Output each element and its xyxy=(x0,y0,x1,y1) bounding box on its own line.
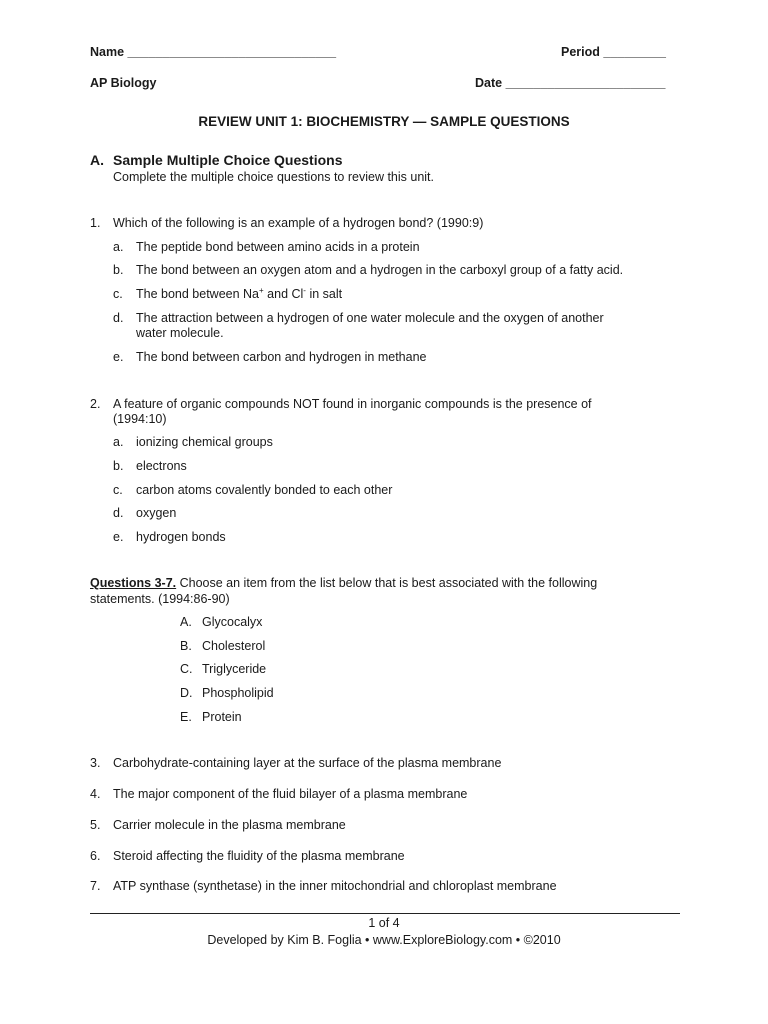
option-letter: B. xyxy=(180,639,192,653)
superscript-plus: + xyxy=(259,286,264,295)
question-text: A feature of organic compounds NOT found in inorganic compounds is the presence of xyxy=(113,397,592,411)
question-number: 1. xyxy=(90,216,101,230)
choice-letter: b. xyxy=(113,263,124,277)
group-label: Questions 3-7. xyxy=(90,576,177,590)
choice-text: carbon atoms covalently bonded to each other xyxy=(136,483,393,497)
section-heading: Sample Multiple Choice Questions xyxy=(113,152,343,168)
section-marker: A. xyxy=(90,152,104,168)
question-text-continued: (1994:10) xyxy=(113,412,167,426)
question-text: Which of the following is an example of a hydrogen bond? (1990:9) xyxy=(113,216,484,230)
group-instruction xyxy=(90,576,597,590)
option-letter: D. xyxy=(180,686,193,700)
choice-text-part: The bond between Na xyxy=(136,287,260,301)
group-instruction-continued: statements. (1994:86-90) xyxy=(90,592,230,606)
choice-text: electrons xyxy=(136,459,187,473)
question-number: 6. xyxy=(90,849,101,863)
choice-letter: c. xyxy=(113,287,123,301)
choice-text xyxy=(136,287,342,301)
choice-text: ionizing chemical groups xyxy=(136,435,273,449)
statement-text: ATP synthase (synthetase) in the inner mitochondrial and chloroplast membrane xyxy=(113,879,557,893)
option-letter: A. xyxy=(180,615,192,629)
option-text: Glycocalyx xyxy=(202,615,263,629)
option-letter: E. xyxy=(180,710,192,724)
statement-text: Carrier molecule in the plasma membrane xyxy=(113,818,346,832)
choice-text: oxygen xyxy=(136,506,177,520)
choice-text: The bond between an oxygen atom and a hydrogen in the carboxyl group of a fatty acid. xyxy=(136,263,624,277)
statement-text: Carbohydrate-containing layer at the surface of the plasma membrane xyxy=(113,756,502,770)
question-number: 3. xyxy=(90,756,101,770)
choice-letter: c. xyxy=(113,483,123,497)
option-text: Cholesterol xyxy=(202,639,266,653)
date-field-label: Date _______________________ xyxy=(475,76,666,90)
choice-text: The bond between carbon and hydrogen in methane xyxy=(136,350,427,364)
choice-text-continued: water molecule. xyxy=(136,326,224,340)
question-number: 7. xyxy=(90,879,101,893)
choice-text: hydrogen bonds xyxy=(136,530,226,544)
choice-letter: a. xyxy=(113,240,124,254)
course-label: AP Biology xyxy=(90,76,157,90)
statement-text: Steroid affecting the fluidity of the plasma membrane xyxy=(113,849,405,863)
question-number: 5. xyxy=(90,818,101,832)
name-field-label: Name ______________________________ xyxy=(90,45,337,59)
superscript-minus: - xyxy=(303,286,306,295)
period-field-label: Period _________ xyxy=(561,45,666,59)
choice-text-part: in salt xyxy=(305,287,343,301)
question-number: 2. xyxy=(90,397,101,411)
footer-credit: Developed by Kim B. Foglia • www.ExploreBiology.com • ©2010 xyxy=(207,933,561,947)
choice-letter: d. xyxy=(113,506,124,520)
choice-text-part: and Cl xyxy=(263,287,304,301)
section-instruction: Complete the multiple choice questions to review this unit. xyxy=(113,170,434,184)
question-number: 4. xyxy=(90,787,101,801)
choice-letter: e. xyxy=(113,350,124,364)
choice-letter: a. xyxy=(113,435,124,449)
option-text: Protein xyxy=(202,710,242,724)
group-instruction-text: Choose an item from the list below that is best associated with the following xyxy=(176,576,598,590)
option-text: Triglyceride xyxy=(202,662,267,676)
choice-text: The attraction between a hydrogen of one water molecule and the oxygen of another xyxy=(136,311,604,325)
choice-letter: e. xyxy=(113,530,124,544)
option-text: Phospholipid xyxy=(202,686,274,700)
choice-letter: b. xyxy=(113,459,124,473)
statement-text: The major component of the fluid bilayer of a plasma membrane xyxy=(113,787,468,801)
page-number: 1 of 4 xyxy=(368,916,400,930)
footer-divider xyxy=(90,913,680,914)
option-letter: C. xyxy=(180,662,193,676)
page-title: REVIEW UNIT 1: BIOCHEMISTRY — SAMPLE QUESTIONS xyxy=(198,114,570,129)
choice-letter: d. xyxy=(113,311,124,325)
choice-text: The peptide bond between amino acids in a protein xyxy=(136,240,420,254)
